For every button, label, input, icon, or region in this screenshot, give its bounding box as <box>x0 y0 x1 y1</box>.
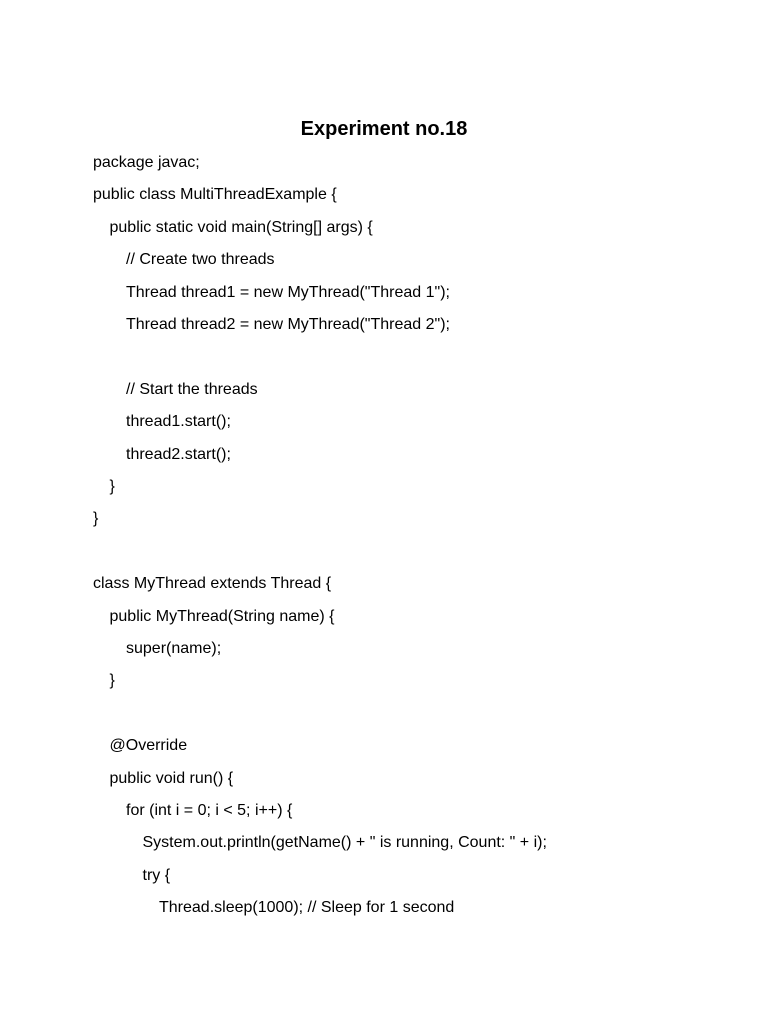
code-line: public static void main(String[] args) { <box>109 218 373 236</box>
code-line: } <box>109 478 115 495</box>
code-line: try { <box>142 866 171 884</box>
code-line: Thread thread2 = new MyThread("Thread 2"); <box>126 316 450 333</box>
code-line: // Create two threads <box>126 251 275 269</box>
code-line: package javac; <box>93 154 200 171</box>
code-line: thread2.start(); <box>126 445 231 463</box>
code-line: } <box>93 510 99 528</box>
code-line: public MyThread(String name) { <box>109 607 335 625</box>
code-line: thread1.start(); <box>126 413 231 431</box>
code-line: public class MultiThreadExample { <box>93 186 337 204</box>
code-line: // Start the threads <box>126 380 258 398</box>
code-line: } <box>109 672 115 690</box>
code-line: class MyThread extends Thread { <box>93 575 332 593</box>
code-line: @Override <box>109 737 188 755</box>
code-line: Thread.sleep(1000); // Sleep for 1 second <box>159 899 455 917</box>
page-title: Experiment no.18 <box>300 118 468 140</box>
code-line: Thread thread1 = new MyThread("Thread 1"); <box>126 283 450 301</box>
code-line: public void run() { <box>109 769 234 787</box>
code-line: super(name); <box>126 640 222 657</box>
code-line: for (int i = 0; i < 5; i++) { <box>126 802 293 819</box>
code-line: System.out.println(getName() + " is running, Count: " + i); <box>142 834 547 852</box>
